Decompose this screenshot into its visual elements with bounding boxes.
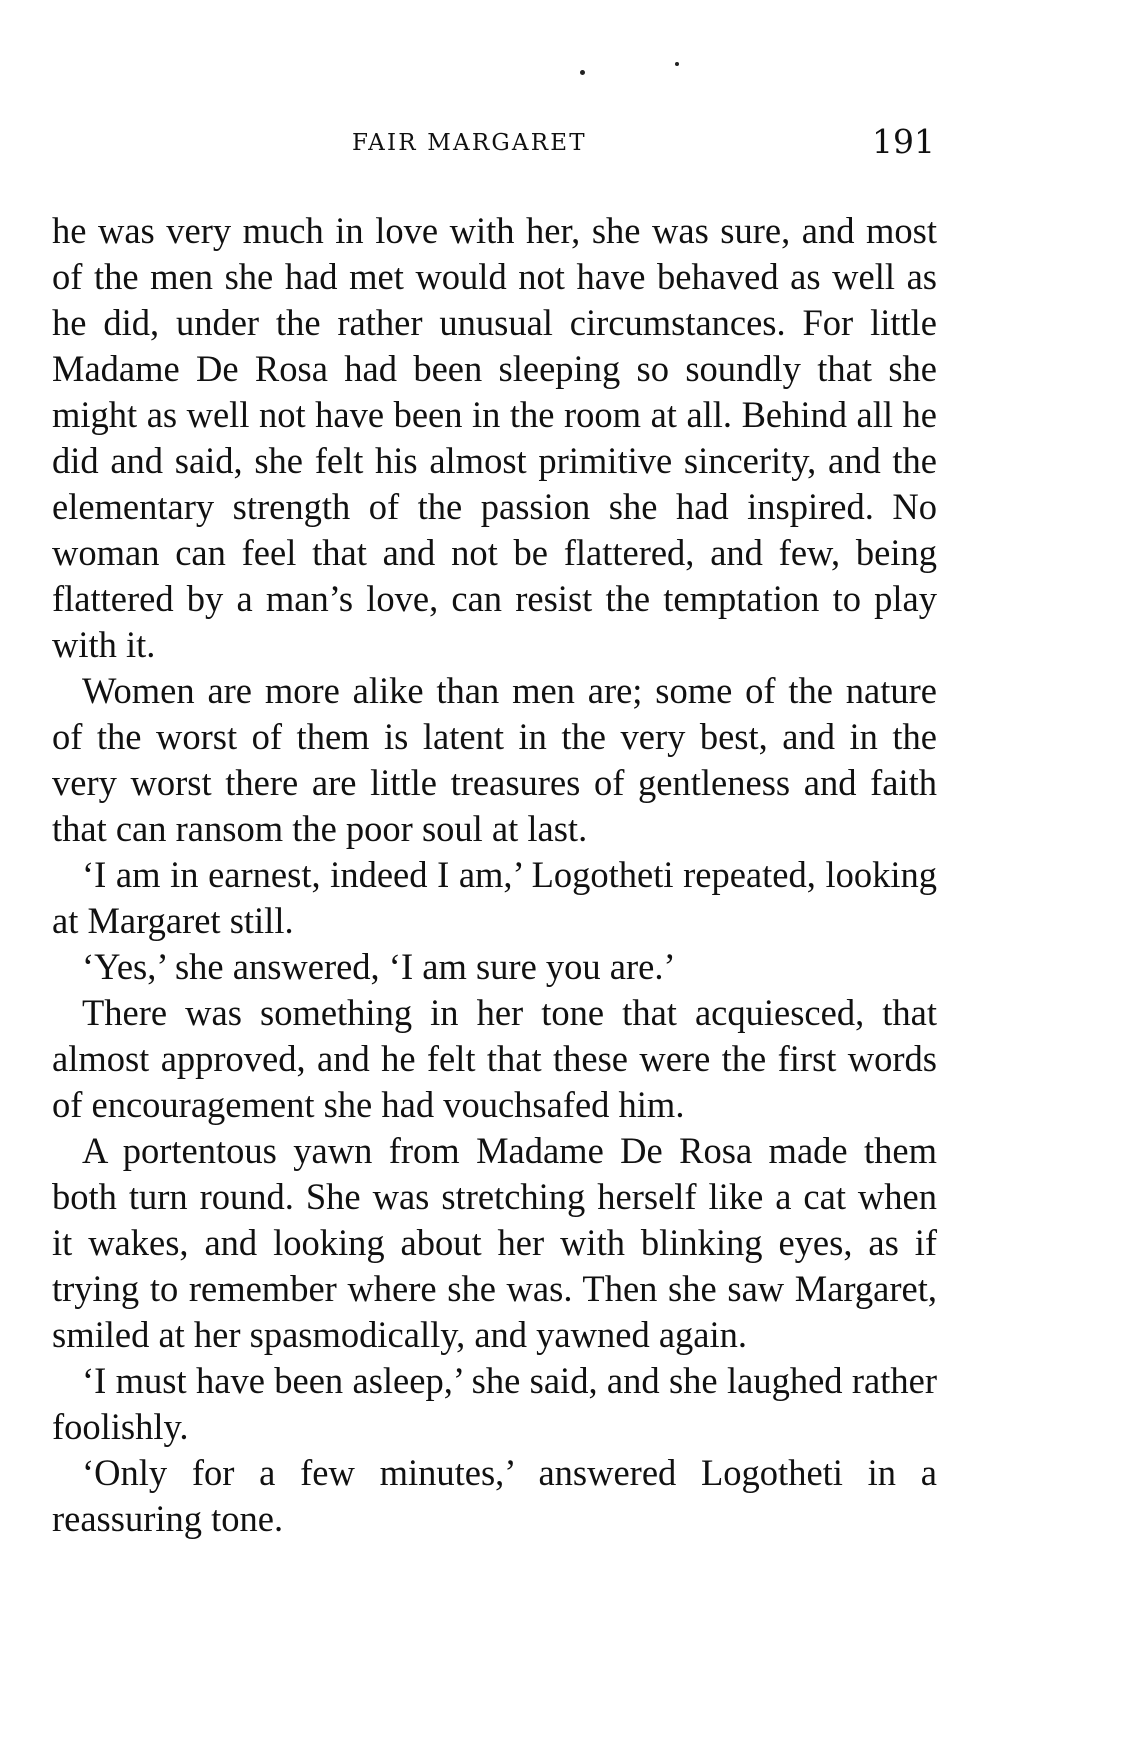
- paragraph: A portentous yawn from Madame De Rosa made them both turn round. She was stretching herself like a cat when it wakes, and looking about her with blinking eyes, as if trying to remember where she was. Then she saw Margaret, smiled at her spasmodically, and yawned again.: [52, 1130, 937, 1355]
- running-title: FAIR MARGARET: [352, 130, 587, 156]
- print-specks: [580, 62, 690, 82]
- page-number: 191: [872, 122, 935, 161]
- paragraph: he was very much in love with her, she was sure, and most of the men she had met would not have behaved as well as he did, under the rather unusual circumstances. For little Madame De Rosa had been sleeping so soundly that she might as well not have been in the room at all. Behind all he did and said, she felt his almost primitive sincerity, and the elementary strength of the passion she had inspired. No woman can feel that and not be flattered, and few, being flattered by a man’s love, can resist the temptation to play with it.: [52, 210, 937, 665]
- body-text: [52, 208, 937, 1542]
- paragraph: ‘Yes,’ she answered, ‘I am sure you are.’: [82, 946, 676, 987]
- paragraph: ‘I must have been asleep,’ she said, and she laughed rather foolishly.: [52, 1360, 937, 1447]
- paragraph: ‘Only for a few minutes,’ answered Logotheti in a reassuring tone.: [52, 1452, 937, 1539]
- speck-dot: [675, 62, 679, 66]
- paragraph: There was something in her tone that acquiesced, that almost approved, and he felt that these were the first words of encouragement she had vouchsafed him.: [52, 992, 937, 1125]
- paragraph: Women are more alike than men are; some of the nature of the worst of them is latent in the very best, and in the very worst there are little treasures of gentleness and faith that can ransom the poor soul at last.: [52, 670, 937, 849]
- speck-dot: [580, 70, 585, 75]
- paragraph: ‘I am in earnest, indeed I am,’ Logotheti repeated, looking at Margaret still.: [52, 854, 937, 941]
